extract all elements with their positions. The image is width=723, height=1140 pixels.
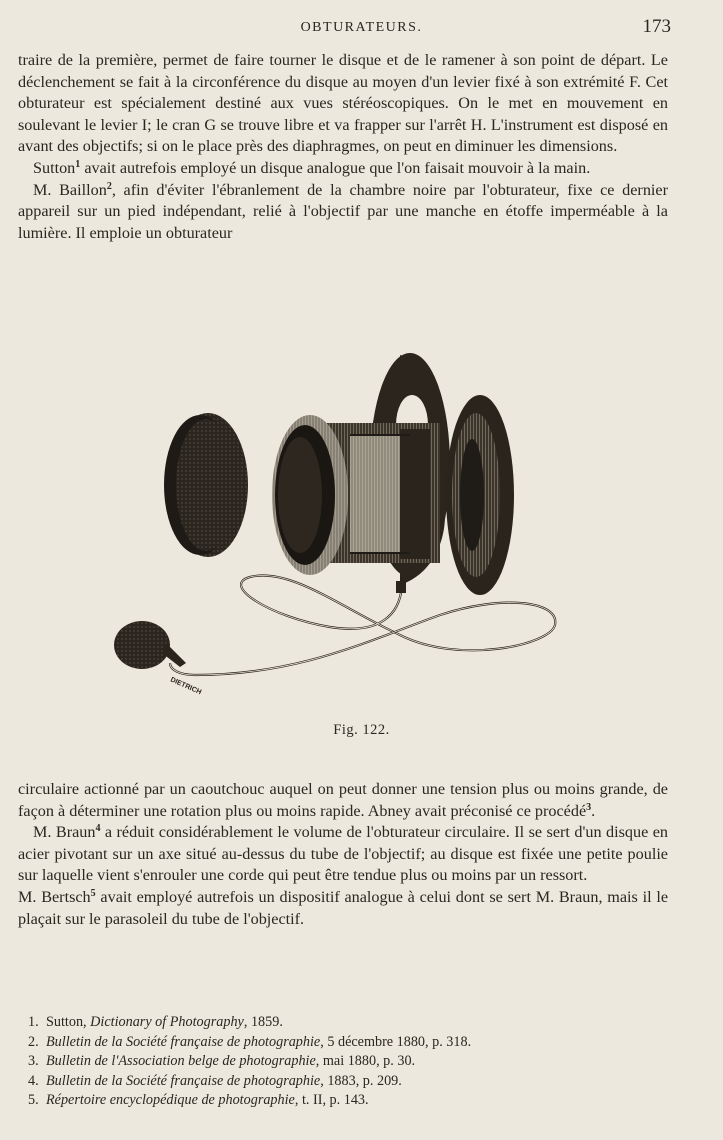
footnote-ref: 1 [75,158,81,170]
footnote-ref: 2 [106,180,112,192]
paragraph [18,180,668,245]
paragraph-text: avait employé autrefois un dispositif analogue à celui dont se sert M. Braun, mais il le plaçait sur le parasoleil du tube de l'objectif. [18,887,669,928]
paragraph [18,887,668,930]
footnote-title: Bulletin de la Société française de photographie [46,1072,321,1089]
footnote [28,1091,628,1111]
footnote [28,1052,628,1072]
footnote-title: Répertoire encyclopédique de photographie [46,1092,295,1108]
paragraph-text: Sutton [33,158,76,177]
footnote [28,1033,628,1053]
paragraph [18,158,668,180]
footnote [28,1072,628,1092]
footnote-number: 4. [28,1072,39,1089]
footnote-ref: 4 [95,823,101,835]
lens-cap [164,413,248,557]
footnote-text: , t. II, p. 143. [294,1092,369,1108]
figure-caption: Fig. 122. [333,722,390,738]
footnote-number: 1. [28,1014,39,1030]
page-header [0,16,723,42]
footnote-number: 2. [28,1033,39,1050]
footnote-title: Dictionary of Photography [90,1014,244,1030]
footnote-text: , 5 décembre 1880, p. 318. [320,1033,472,1050]
footnote-number: 3. [28,1053,39,1069]
paragraph-text: avait autrefois employé un disque analogue que l'on faisait mouvoir à la main. [80,158,591,177]
paragraph-text: , afin d'éviter l'ébranlement de la chambre noire par l'obturateur, fixe ce dernier appareil sur un pied indépendant, relié à l'objectif par une manche en étoffe imperméable à la lumière. Il emploie un obturateur [18,180,668,242]
page-number: 173 [642,16,671,37]
paragraph [18,822,668,887]
paragraph-text: . [591,801,596,820]
rear-flange [446,395,514,595]
front-lens-ring [272,415,348,575]
footnote-text: Sutton, [46,1014,91,1030]
footnote-text: , 1859. [243,1014,283,1030]
paragraph-text: M. Braun [33,823,96,842]
paragraph-text: a réduit considérablement le volume de l'obturateur circulaire. Il se sert d'un disque en acier pivotant sur un axe situé au-dessus du tube de l'objectif; au disque est fixée une petite poulie sur laquelle vient s'enrouler une corde qui peut être tendue plus ou moins par un ressort. [18,823,668,885]
paragraph-text: M. Baillon [33,180,107,199]
lens-shutter-engraving-icon [100,345,580,715]
footnote-ref: 3 [586,801,592,813]
footnote-title: Bulletin de la Société française de photographie [46,1033,321,1050]
footnote-ref: 5 [90,887,96,899]
body-text-top [18,50,668,244]
footnotes [28,1013,628,1111]
engraver-signature: DIETRICH [169,676,203,697]
paragraph-text: circulaire actionné par un caoutchouc auquel on peut donner une tension plus ou moins grande, de façon à déterminer une rotation plus ou moins rapide. Abney avait préconisé ce procédé [18,780,668,820]
footnote-title: Bulletin de l'Association belge de photographie [46,1053,316,1069]
paragraph: traire de la première, permet de faire tourner le disque et de le ramener à son point de départ. Le déclenchement se fait à la circonférence du disque au moyen d'un levier fixé à son extrémité F. Cet obturateur est spécialement destiné aux vues stéréoscopiques. On le met en mouvement en soulevant le levier I; le cran G se trouve libre et va frapper sur l'arrêt H. L'instrument est disposé en avant des objectifs; si on le place près des diaphragmes, on peut en diminuer les dimensions. [18,51,668,156]
rubber-bulb [114,621,170,669]
footnote-number: 5. [28,1092,39,1108]
footnote [28,1013,628,1033]
running-title: OBTURATEURS. [300,20,423,35]
lens-shutter-figure [100,345,580,715]
paragraph-text: M. Bertsch [18,887,91,906]
footnote-text: , 1883, p. 209. [320,1072,402,1089]
footnote-text: , mai 1880, p. 30. [315,1053,416,1069]
paragraph [18,779,668,822]
body-text-bottom [18,779,668,930]
